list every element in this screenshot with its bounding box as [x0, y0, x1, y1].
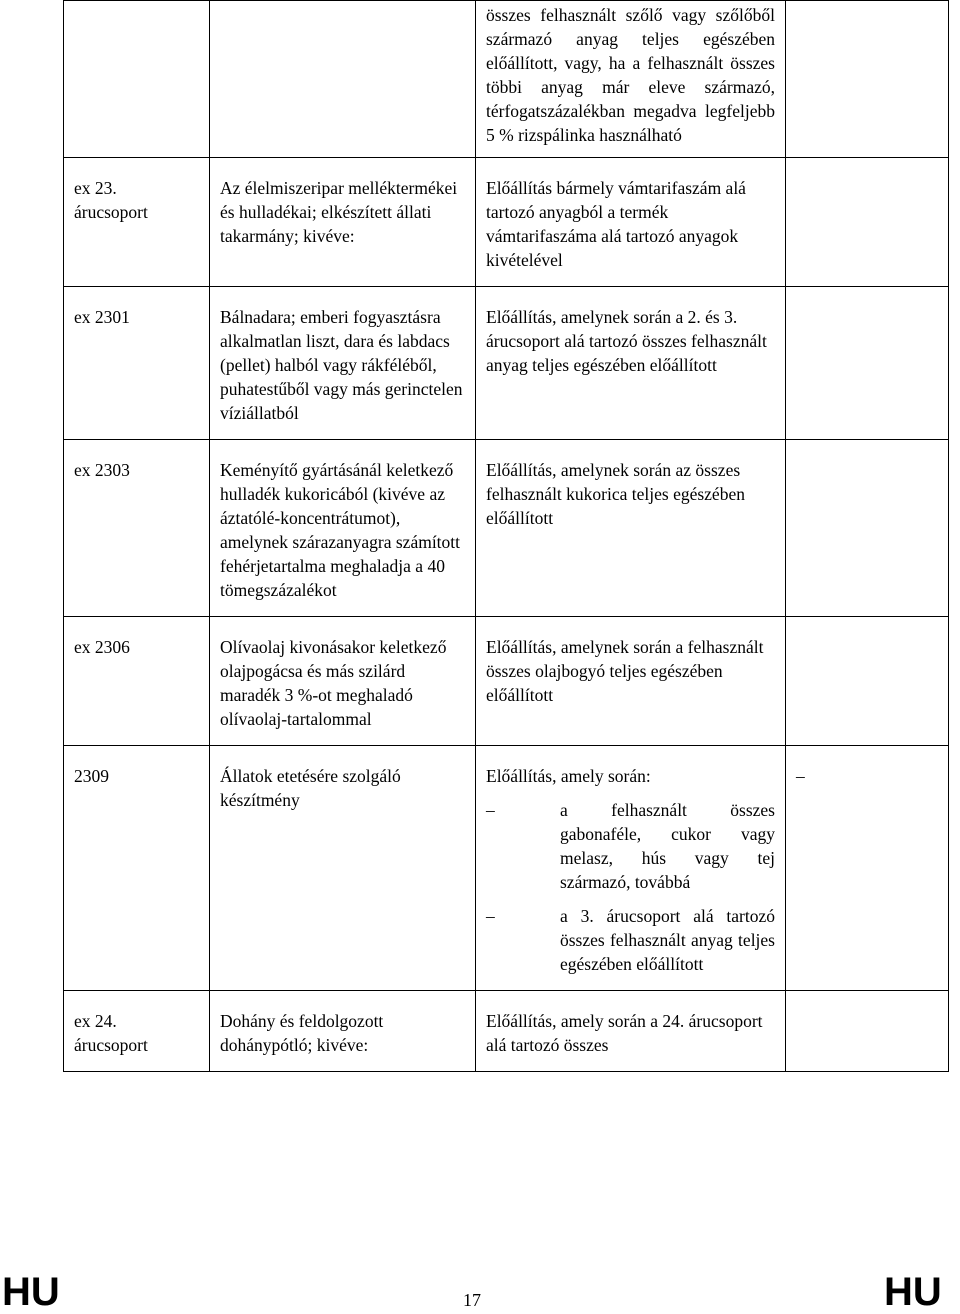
rule-cell: Előállítás, amelynek során a felhasznált összes olajbogyó teljes egészében előállított: [476, 617, 786, 746]
description-cell: Állatok etetésére szolgáló készítmény: [210, 746, 476, 991]
bullet-text: a felhasznált összes gabonaféle, cukor vagy melasz, hús vagy tej származó, továbbá: [560, 800, 775, 892]
heading-cell: ex 2303: [64, 440, 210, 617]
table-row: [64, 617, 949, 746]
language-code-right: HU: [884, 1270, 942, 1314]
rule-bullet: [486, 904, 775, 976]
alt-rule-cell: [786, 158, 949, 287]
heading-cell: [64, 1, 210, 158]
table-row: [64, 287, 949, 440]
bullet-text: a 3. árucsoport alá tartozó összes felhasznált anyag teljes egészében előállított: [560, 906, 775, 974]
heading-cell: ex 2301: [64, 287, 210, 440]
table-row: [64, 1, 949, 158]
bullet-dash: –: [486, 800, 495, 820]
bullet-dash: –: [486, 906, 495, 926]
description-cell: Dohány és feldolgozott dohánypótló; kivéve:: [210, 991, 476, 1072]
rule-cell: összes felhasznált szőlő vagy szőlőből származó anyag teljes egészében előállított, vagy, ha a felhasznált összes többi anyag már eleve származó, térfogatszázalékban megadva legfeljebb 5 % rizspálinka használható: [476, 1, 786, 158]
heading-cell: ex 24. árucsoport: [64, 991, 210, 1072]
alt-rule-cell: –: [786, 746, 949, 991]
table-row: [64, 158, 949, 287]
language-code-left: HU: [2, 1270, 60, 1314]
alt-rule-cell: [786, 440, 949, 617]
description-cell: Keményítő gyártásánál keletkező hulladék kukoricából (kivéve az áztatólé-koncentrátumot), amelynek szárazanyagra számított fehérjetartalma meghaladja a 40 tömegszázalékot: [210, 440, 476, 617]
heading-cell: ex 2306: [64, 617, 210, 746]
heading-cell: 2309: [64, 746, 210, 991]
description-cell: Az élelmiszeripar melléktermékei és hulladékai; elkészített állati takarmány; kivéve:: [210, 158, 476, 287]
table-row: [64, 991, 949, 1072]
table-row: [64, 746, 949, 991]
rules-table: [63, 0, 949, 1072]
table-row: [64, 440, 949, 617]
page-number: 17: [463, 1290, 481, 1310]
rule-intro: Előállítás, amely során:: [486, 766, 651, 786]
rule-cell: Előállítás bármely vámtarifaszám alá tartozó anyagból a termék vámtarifaszáma alá tartozó anyagok kivételével: [476, 158, 786, 287]
heading-cell: ex 23. árucsoport: [64, 158, 210, 287]
rule-cell: Előállítás, amelynek során a 2. és 3. árucsoport alá tartozó összes felhasznált anyag teljes egészében előállított: [476, 287, 786, 440]
rule-bullet: [486, 798, 775, 894]
rule-cell: Előállítás, amelynek során az összes felhasznált kukorica teljes egészében előállított: [476, 440, 786, 617]
description-cell: [210, 1, 476, 158]
description-cell: Bálnadara; emberi fogyasztásra alkalmatlan liszt, dara és labdacs (pellet) halból vagy rákféléből, puhatestűből vagy más gerinctelen víziállatból: [210, 287, 476, 440]
alt-rule-cell: [786, 287, 949, 440]
description-cell: Olívaolaj kivonásakor keletkező olajpogácsa és más szilárd maradék 3 %-ot meghaladó olívaolaj-tartalommal: [210, 617, 476, 746]
rule-cell: Előállítás, amely során a 24. árucsoport alá tartozó összes: [476, 991, 786, 1072]
alt-rule-cell: [786, 1, 949, 158]
rule-cell: [476, 746, 786, 991]
alt-rule-cell: [786, 991, 949, 1072]
alt-rule-cell: [786, 617, 949, 746]
